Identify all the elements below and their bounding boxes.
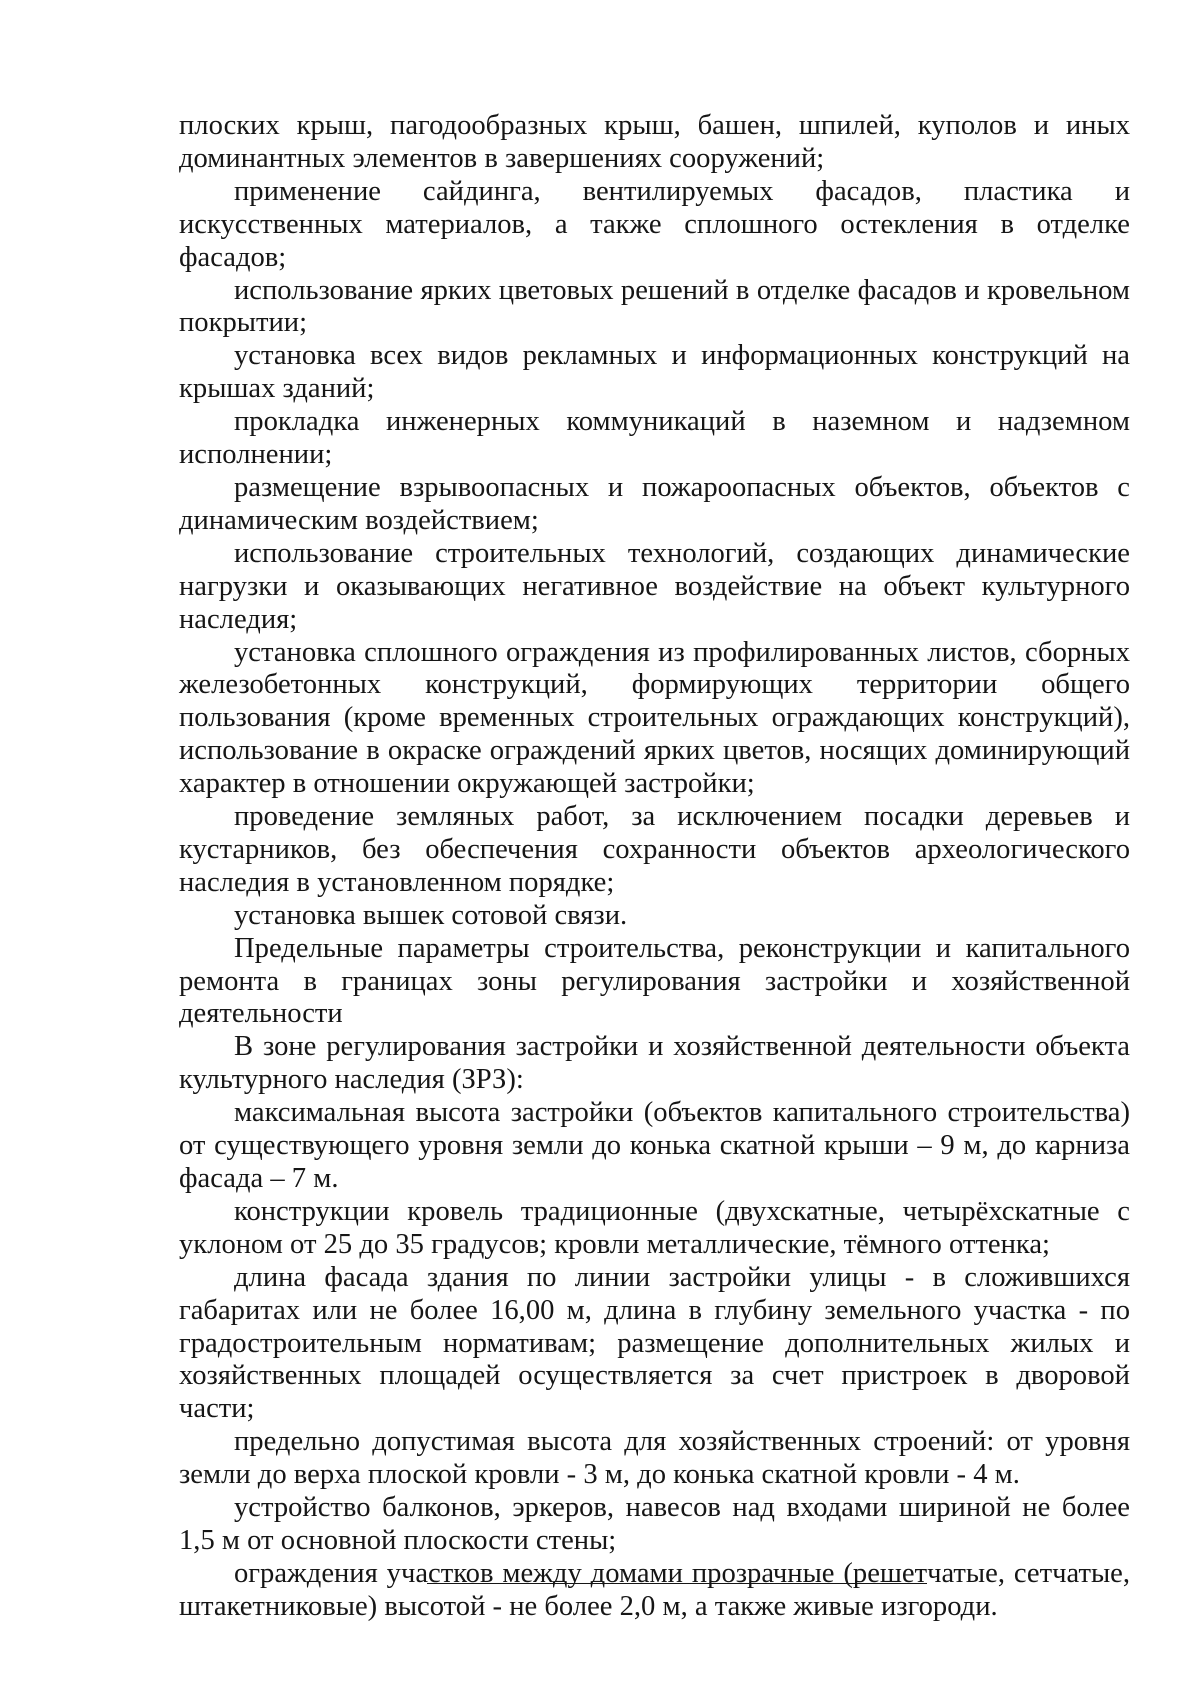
paragraph-construction-tech: использование строительных технологий, создающих динамические нагрузки и оказывающих негативное воздействие на объект культурного наследия;: [179, 537, 1130, 635]
paragraph-hazardous-objects: размещение взрывоопасных и пожароопасных объектов, объектов с динамическим воздействием;: [179, 471, 1130, 536]
paragraph-advertising: установка всех видов рекламных и информационных конструкций на крышах зданий;: [179, 340, 1130, 405]
paragraph-max-height: максимальная высота застройки (объектов капитального строительства) от существующего уровня земли до конька скатной крыши – 9 м, до карниза фасада – 7 м.: [179, 1097, 1130, 1194]
paragraph-solid-fencing: установка сплошного ограждения из профилированных листов, сборных железобетонных конструкций, формирующих территории общего пользования (кроме временных строительных ограждающих конструкций), использование в окраске ограждений ярких цветов, носящих доминирующий характер в отношении окружающей застройки;: [179, 636, 1130, 800]
document-body: [179, 110, 1130, 1624]
paragraph-siding: применение сайдинга, вентилируемых фасадов, пластика и искусственных материалов, а также сплошного остекления в отделке фасадов;: [179, 175, 1130, 273]
paragraph-cell-towers: установка вышек сотовой связи.: [234, 899, 628, 931]
paragraph-utilities: прокладка инженерных коммуникаций в наземном и надземном исполнении;: [179, 406, 1130, 471]
closing-rule: [427, 1583, 927, 1584]
paragraph-dominant-roofs: плоских крыш, пагодообразных крыш, башен, шпилей, куполов и иных доминантных элементов в завершениях сооружений;: [179, 110, 1130, 174]
paragraph-roof-structures: конструкции кровель традиционные (двухскатные, четырёхскатные с уклоном от 25 до 35 градусов; кровли металлические, тёмного оттенка;: [179, 1195, 1130, 1260]
section-heading-limit-parameters: Предельные параметры строительства, реконструкции и капитального ремонта в границах зоны регулирования застройки и хозяйственной деятельности: [179, 932, 1130, 1030]
paragraph-balconies: устройство балконов, эркеров, навесов над входами шириной не более 1,5 м от основной плоскости стены;: [179, 1492, 1130, 1556]
paragraph-earthworks: проведение земляных работ, за исключением посадки деревьев и кустарников, без обеспечения сохранности объектов археологического наследия в установленном порядке;: [179, 801, 1130, 898]
paragraph-zrz-intro: В зоне регулирования застройки и хозяйственной деятельности объекта культурного наследия (ЗРЗ):: [179, 1031, 1130, 1096]
paragraph-bright-colors: использование ярких цветовых решений в отделке фасадов и кровельном покрытии;: [179, 274, 1130, 339]
paragraph-facade-length: длина фасада здания по линии застройки улицы - в сложившихся габаритах или не более 16,00 м, длина в глубину земельного участка - по градостроительным нормативам; размещение дополнительных жилых и хозяйственных площадей осуществляется за счет пристроек в дворовой части;: [179, 1261, 1130, 1425]
paragraph-plot-fences: ограждения участков между домами прозрачные (решетчатые, сетчатые, штакетниковые) высотой - не более 2,0 м, а также живые изгороди.: [179, 1557, 1130, 1622]
paragraph-outbuilding-height: предельно допустимая высота для хозяйственных строений: от уровня земли до верха плоской кровли - 3 м, до конька скатной кровли - 4 м.: [179, 1426, 1130, 1491]
